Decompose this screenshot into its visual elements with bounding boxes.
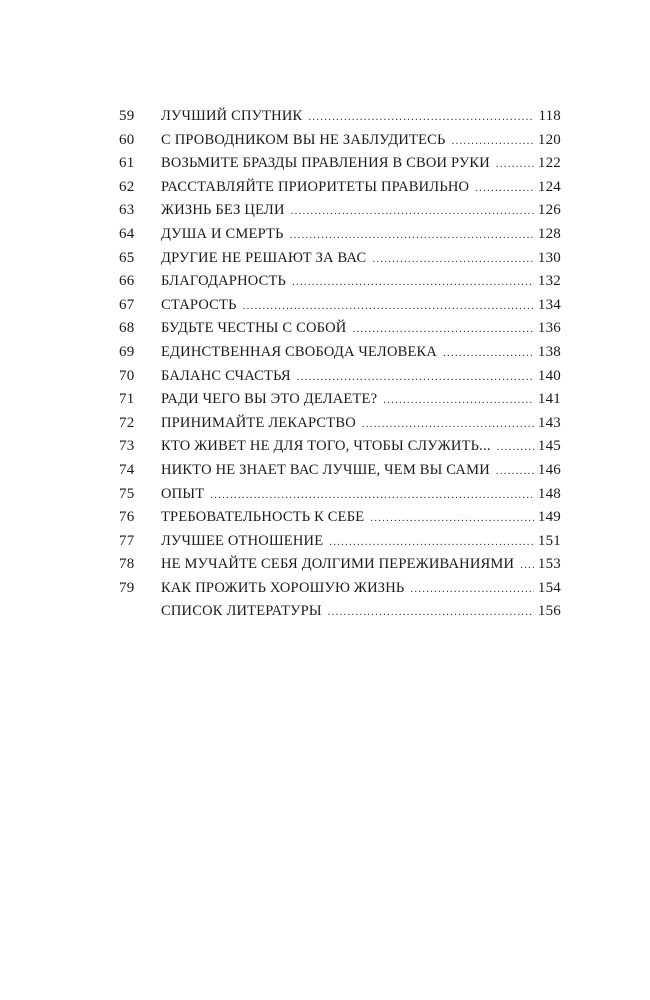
chapter-number: 73 (119, 438, 135, 455)
chapter-title: СТАРОСТЬ (161, 296, 237, 313)
toc-entry[interactable] (119, 250, 561, 274)
page-number: 156 (537, 603, 561, 620)
toc-entry[interactable] (119, 132, 561, 156)
toc-entry[interactable] (119, 179, 561, 203)
toc-entry[interactable] (119, 108, 561, 132)
chapter-number: 71 (119, 391, 135, 408)
toc-entry[interactable] (119, 438, 561, 462)
dot-leader (496, 158, 534, 170)
page-number: 124 (537, 178, 561, 195)
dot-leader (352, 323, 533, 335)
chapter-number: 68 (119, 320, 135, 337)
chapter-title: ПРИНИМАЙТЕ ЛЕКАРСТВО (161, 414, 356, 431)
toc-entry[interactable] (119, 368, 561, 392)
chapter-number: 74 (119, 461, 135, 478)
chapter-number: 70 (119, 367, 135, 384)
chapter-title: БАЛАНС СЧАСТЬЯ (161, 367, 291, 384)
dot-leader (370, 512, 534, 524)
chapter-number: 63 (119, 202, 135, 219)
page-number: 146 (537, 461, 561, 478)
chapter-number: 77 (119, 532, 135, 549)
chapter-number: 60 (119, 131, 135, 148)
dot-leader (452, 135, 534, 147)
chapter-number: 72 (119, 414, 135, 431)
dot-leader (292, 276, 534, 288)
page-number: 141 (537, 391, 561, 408)
chapter-number: 65 (119, 249, 135, 266)
page-number: 138 (537, 343, 561, 360)
page-number: 132 (537, 273, 561, 290)
chapter-title: С ПРОВОДНИКОМ ВЫ НЕ ЗАБЛУДИТЕСЬ (161, 131, 446, 148)
table-of-contents (119, 108, 561, 627)
dot-leader (290, 229, 534, 241)
toc-entry[interactable] (119, 344, 561, 368)
dot-leader (520, 559, 534, 571)
chapter-number: 75 (119, 485, 135, 502)
chapter-title: КТО ЖИВЕТ НЕ ДЛЯ ТОГО, ЧТОБЫ СЛУЖИТЬ... (161, 438, 491, 455)
toc-entry[interactable] (119, 556, 561, 580)
chapter-number: 59 (119, 108, 135, 124)
toc-entry[interactable] (119, 273, 561, 297)
chapter-number: 76 (119, 509, 135, 526)
toc-entry[interactable] (119, 226, 561, 250)
dot-leader (297, 371, 534, 383)
chapter-title: РАДИ ЧЕГО ВЫ ЭТО ДЕЛАЕТЕ? (161, 391, 378, 408)
chapter-number: 69 (119, 343, 135, 360)
dot-leader (497, 441, 534, 453)
page-number: 154 (537, 579, 561, 596)
chapter-title: КАК ПРОЖИТЬ ХОРОШУЮ ЖИЗНЬ (161, 579, 405, 596)
chapter-title: СПИСОК ЛИТЕРАТУРЫ (161, 603, 322, 620)
page-number: 134 (537, 296, 561, 313)
toc-entry[interactable] (119, 462, 561, 486)
page-number: 126 (537, 202, 561, 219)
chapter-title: ЛУЧШИЙ СПУТНИК (161, 108, 303, 124)
dot-leader (362, 418, 534, 430)
chapter-number: 62 (119, 178, 135, 195)
page-number: 149 (537, 509, 561, 526)
chapter-number: 78 (119, 556, 135, 573)
chapter-title: БЛАГОДАРНОСТЬ (161, 273, 287, 290)
toc-entry[interactable] (119, 533, 561, 557)
toc-entry[interactable] (119, 415, 561, 439)
chapter-title: РАССТАВЛЯЙТЕ ПРИОРИТЕТЫ ПРАВИЛЬНО (161, 178, 470, 195)
chapter-title: ОПЫТ (161, 485, 205, 502)
page-number: 118 (538, 108, 561, 124)
toc-entry[interactable] (119, 297, 561, 321)
chapter-title: ВОЗЬМИТЕ БРАЗДЫ ПРАВЛЕНИЯ В СВОИ РУКИ (161, 155, 490, 172)
dot-leader (243, 300, 534, 312)
chapter-title: ЖИЗНЬ БЕЗ ЦЕЛИ (161, 202, 285, 219)
chapter-title: ЛУЧШЕЕ ОТНОШЕНИЕ (161, 532, 324, 549)
page-number: 151 (537, 532, 561, 549)
chapter-title: ТРЕБОВАТЕЛЬНОСТЬ К СЕБЕ (161, 509, 365, 526)
chapter-title: НИКТО НЕ ЗНАЕТ ВАС ЛУЧШЕ, ЧЕМ ВЫ САМИ (161, 461, 490, 478)
chapter-number: 64 (119, 225, 135, 242)
toc-entry[interactable] (119, 580, 561, 604)
page-number: 140 (537, 367, 561, 384)
chapter-title: НЕ МУЧАЙТЕ СЕБЯ ДОЛГИМИ ПЕРЕЖИВАНИЯМИ (161, 556, 515, 573)
page-number: 122 (537, 155, 561, 172)
page-number: 136 (537, 320, 561, 337)
dot-leader (328, 606, 534, 618)
chapter-number: 61 (119, 155, 135, 172)
dot-leader (496, 465, 534, 477)
dot-leader (475, 182, 534, 194)
toc-entry[interactable] (119, 509, 561, 533)
toc-entry[interactable] (119, 202, 561, 226)
chapter-number: 79 (119, 579, 135, 596)
page-number: 145 (537, 438, 561, 455)
dot-leader (329, 536, 534, 548)
chapter-number: 67 (119, 296, 135, 313)
chapter-title: БУДЬТЕ ЧЕСТНЫ С СОБОЙ (161, 320, 347, 337)
chapter-title: ДУША И СМЕРТЬ (161, 225, 284, 242)
toc-entry[interactable] (119, 320, 561, 344)
page-number: 143 (537, 414, 561, 431)
chapter-title: ЕДИНСТВЕННАЯ СВОБОДА ЧЕЛОВЕКА (161, 343, 438, 360)
dot-leader (308, 111, 534, 123)
dot-leader (210, 489, 534, 501)
toc-entry[interactable] (119, 486, 561, 510)
page-number: 120 (537, 131, 561, 148)
dot-leader (410, 583, 533, 595)
chapter-title: ДРУГИЕ НЕ РЕШАЮТ ЗА ВАС (161, 249, 367, 266)
dot-leader (383, 394, 534, 406)
dot-leader (443, 347, 534, 359)
toc-entry[interactable] (119, 155, 561, 179)
page-number: 153 (537, 556, 561, 573)
toc-entry[interactable] (119, 603, 561, 627)
dot-leader (291, 205, 534, 217)
chapter-number: 66 (119, 273, 135, 290)
page-number: 148 (537, 485, 561, 502)
page-number: 130 (537, 249, 561, 266)
toc-entry[interactable] (119, 391, 561, 415)
page-number: 128 (537, 225, 561, 242)
dot-leader (372, 253, 534, 265)
